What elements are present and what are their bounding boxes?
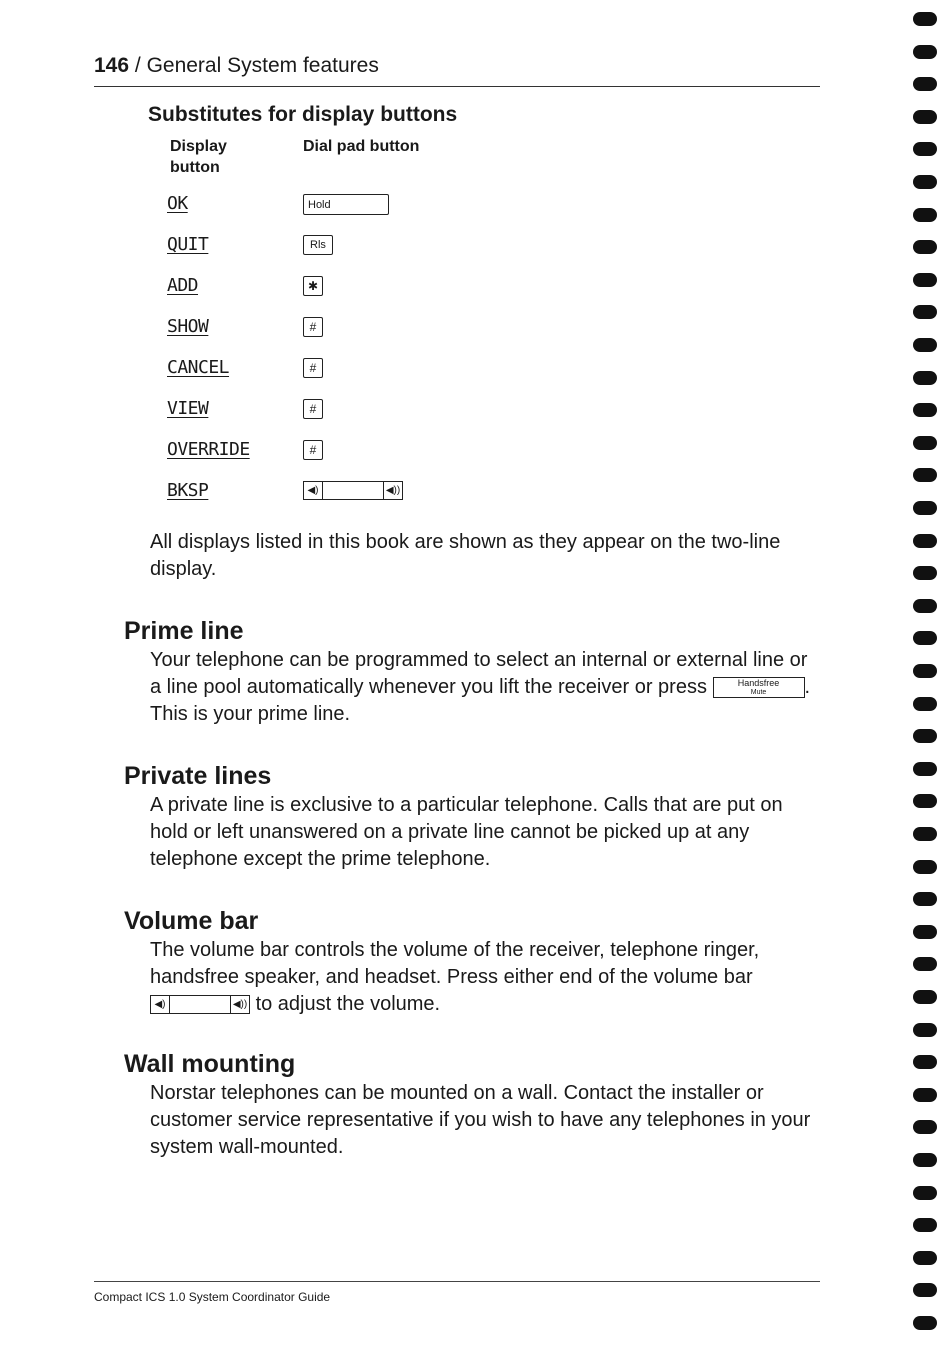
binding-ring xyxy=(913,45,937,59)
binding-ring xyxy=(913,403,937,417)
mute-key-label: Mute xyxy=(750,688,767,696)
dialpad-key: Hold xyxy=(303,194,389,215)
page-header xyxy=(94,54,379,78)
dialpad-key: # xyxy=(303,399,323,419)
binding-ring xyxy=(913,762,937,776)
binding-ring xyxy=(913,338,937,352)
binding-ring xyxy=(913,273,937,287)
binding-ring xyxy=(913,240,937,254)
speaker-low-icon: ◀) xyxy=(303,481,323,500)
binding-ring xyxy=(913,990,937,1004)
volume-bar-key xyxy=(303,481,403,500)
footer-text: Compact ICS 1.0 System Coordinator Guide xyxy=(94,1290,331,1304)
prime-line-paragraph xyxy=(150,647,820,728)
volume-bar-paragraph xyxy=(150,937,800,1018)
binding-ring xyxy=(913,892,937,906)
binding-ring xyxy=(913,1218,937,1232)
binding-ring xyxy=(913,1023,937,1037)
display-button-label: CANCEL xyxy=(167,357,230,378)
binding-ring xyxy=(913,566,937,580)
binding-ring xyxy=(913,1251,937,1265)
display-button-label: OVERRIDE xyxy=(167,439,250,460)
dialpad-key: ✱ xyxy=(303,276,323,296)
binding-ring xyxy=(913,1186,937,1200)
handsfree-key-label: Handsfree xyxy=(737,677,780,688)
volume-bar-text: The volume bar controls the volume of the receiver, telephone ringer, handsfree speaker, and headset. Press either end of the volume bar xyxy=(150,939,760,988)
handsfree-mute-key xyxy=(713,677,805,698)
column-header-dialpad: Dial pad button xyxy=(303,138,420,155)
binding-ring xyxy=(913,305,937,319)
volume-bar-key xyxy=(150,995,250,1014)
binding-ring xyxy=(913,1055,937,1069)
display-button-label: QUIT xyxy=(167,234,209,255)
binding-ring xyxy=(913,1316,937,1330)
header-rule xyxy=(94,86,820,87)
binding-ring xyxy=(913,142,937,156)
dialpad-key: # xyxy=(303,358,323,378)
binding-ring xyxy=(913,729,937,743)
binding-ring xyxy=(913,1283,937,1297)
wall-mounting-heading: Wall mounting xyxy=(124,1050,296,1078)
dialpad-key: Rls xyxy=(303,235,333,255)
binding-ring xyxy=(913,501,937,515)
volume-bar-text-end: to adjust the volume. xyxy=(255,993,441,1015)
prime-line-text-end: . This is your prime line. xyxy=(150,676,811,725)
volume-bar-middle xyxy=(170,995,230,1014)
footer-rule xyxy=(94,1281,820,1282)
header-separator: / xyxy=(129,54,147,77)
private-lines-text: A private line is exclusive to a particular telephone. Calls that are put on hold or left unanswered on a private line cannot be picked up at any telephone except the prime telephone. xyxy=(150,794,783,870)
page-number: 146 xyxy=(94,54,130,77)
dialpad-key: # xyxy=(303,440,323,460)
wall-mounting-text: Norstar telephones can be mounted on a wall. Contact the installer or customer service representative if you wish to have any telephones in your system wall-mounted. xyxy=(150,1082,811,1158)
binding-ring xyxy=(913,664,937,678)
volume-bar-heading: Volume bar xyxy=(124,907,259,935)
speaker-low-icon: ◀) xyxy=(150,995,170,1014)
binding-ring xyxy=(913,697,937,711)
binding-ring xyxy=(913,77,937,91)
column-header-display: Display button xyxy=(170,138,227,176)
private-lines-heading: Private lines xyxy=(124,762,272,790)
display-note: All displays listed in this book are shown as they appear on the two-line display. xyxy=(150,531,781,580)
display-button-label: ADD xyxy=(167,275,199,296)
binding-ring xyxy=(913,468,937,482)
speaker-high-icon: ◀)) xyxy=(230,995,250,1014)
binding-ring xyxy=(913,371,937,385)
binding-ring xyxy=(913,1088,937,1102)
binding-ring xyxy=(913,860,937,874)
prime-line-heading: Prime line xyxy=(124,617,244,645)
display-button-label: OK xyxy=(167,193,188,214)
dialpad-key: # xyxy=(303,317,323,337)
binding-ring xyxy=(913,957,937,971)
volume-bar-middle xyxy=(323,481,383,500)
display-button-label: BKSP xyxy=(167,480,209,501)
display-button-label: SHOW xyxy=(167,316,209,337)
binding-ring xyxy=(913,794,937,808)
binding-ring xyxy=(913,208,937,222)
binding-ring xyxy=(913,631,937,645)
speaker-high-icon: ◀)) xyxy=(383,481,403,500)
binding-ring xyxy=(913,534,937,548)
prime-line-text: Your telephone can be programmed to select an internal or external line or a line pool automatically whenever you lift the receiver or press xyxy=(150,649,808,698)
binding-ring xyxy=(913,1153,937,1167)
binding-ring xyxy=(913,110,937,124)
header-title: General System features xyxy=(146,54,379,77)
binding-ring xyxy=(913,1120,937,1134)
binding-ring xyxy=(913,925,937,939)
display-button-label: VIEW xyxy=(167,398,209,419)
binding-ring xyxy=(913,827,937,841)
binding-ring xyxy=(913,599,937,613)
binding-ring xyxy=(913,436,937,450)
binding-ring xyxy=(913,12,937,26)
binding-ring xyxy=(913,175,937,189)
substitutes-heading: Substitutes for display buttons xyxy=(148,103,458,126)
